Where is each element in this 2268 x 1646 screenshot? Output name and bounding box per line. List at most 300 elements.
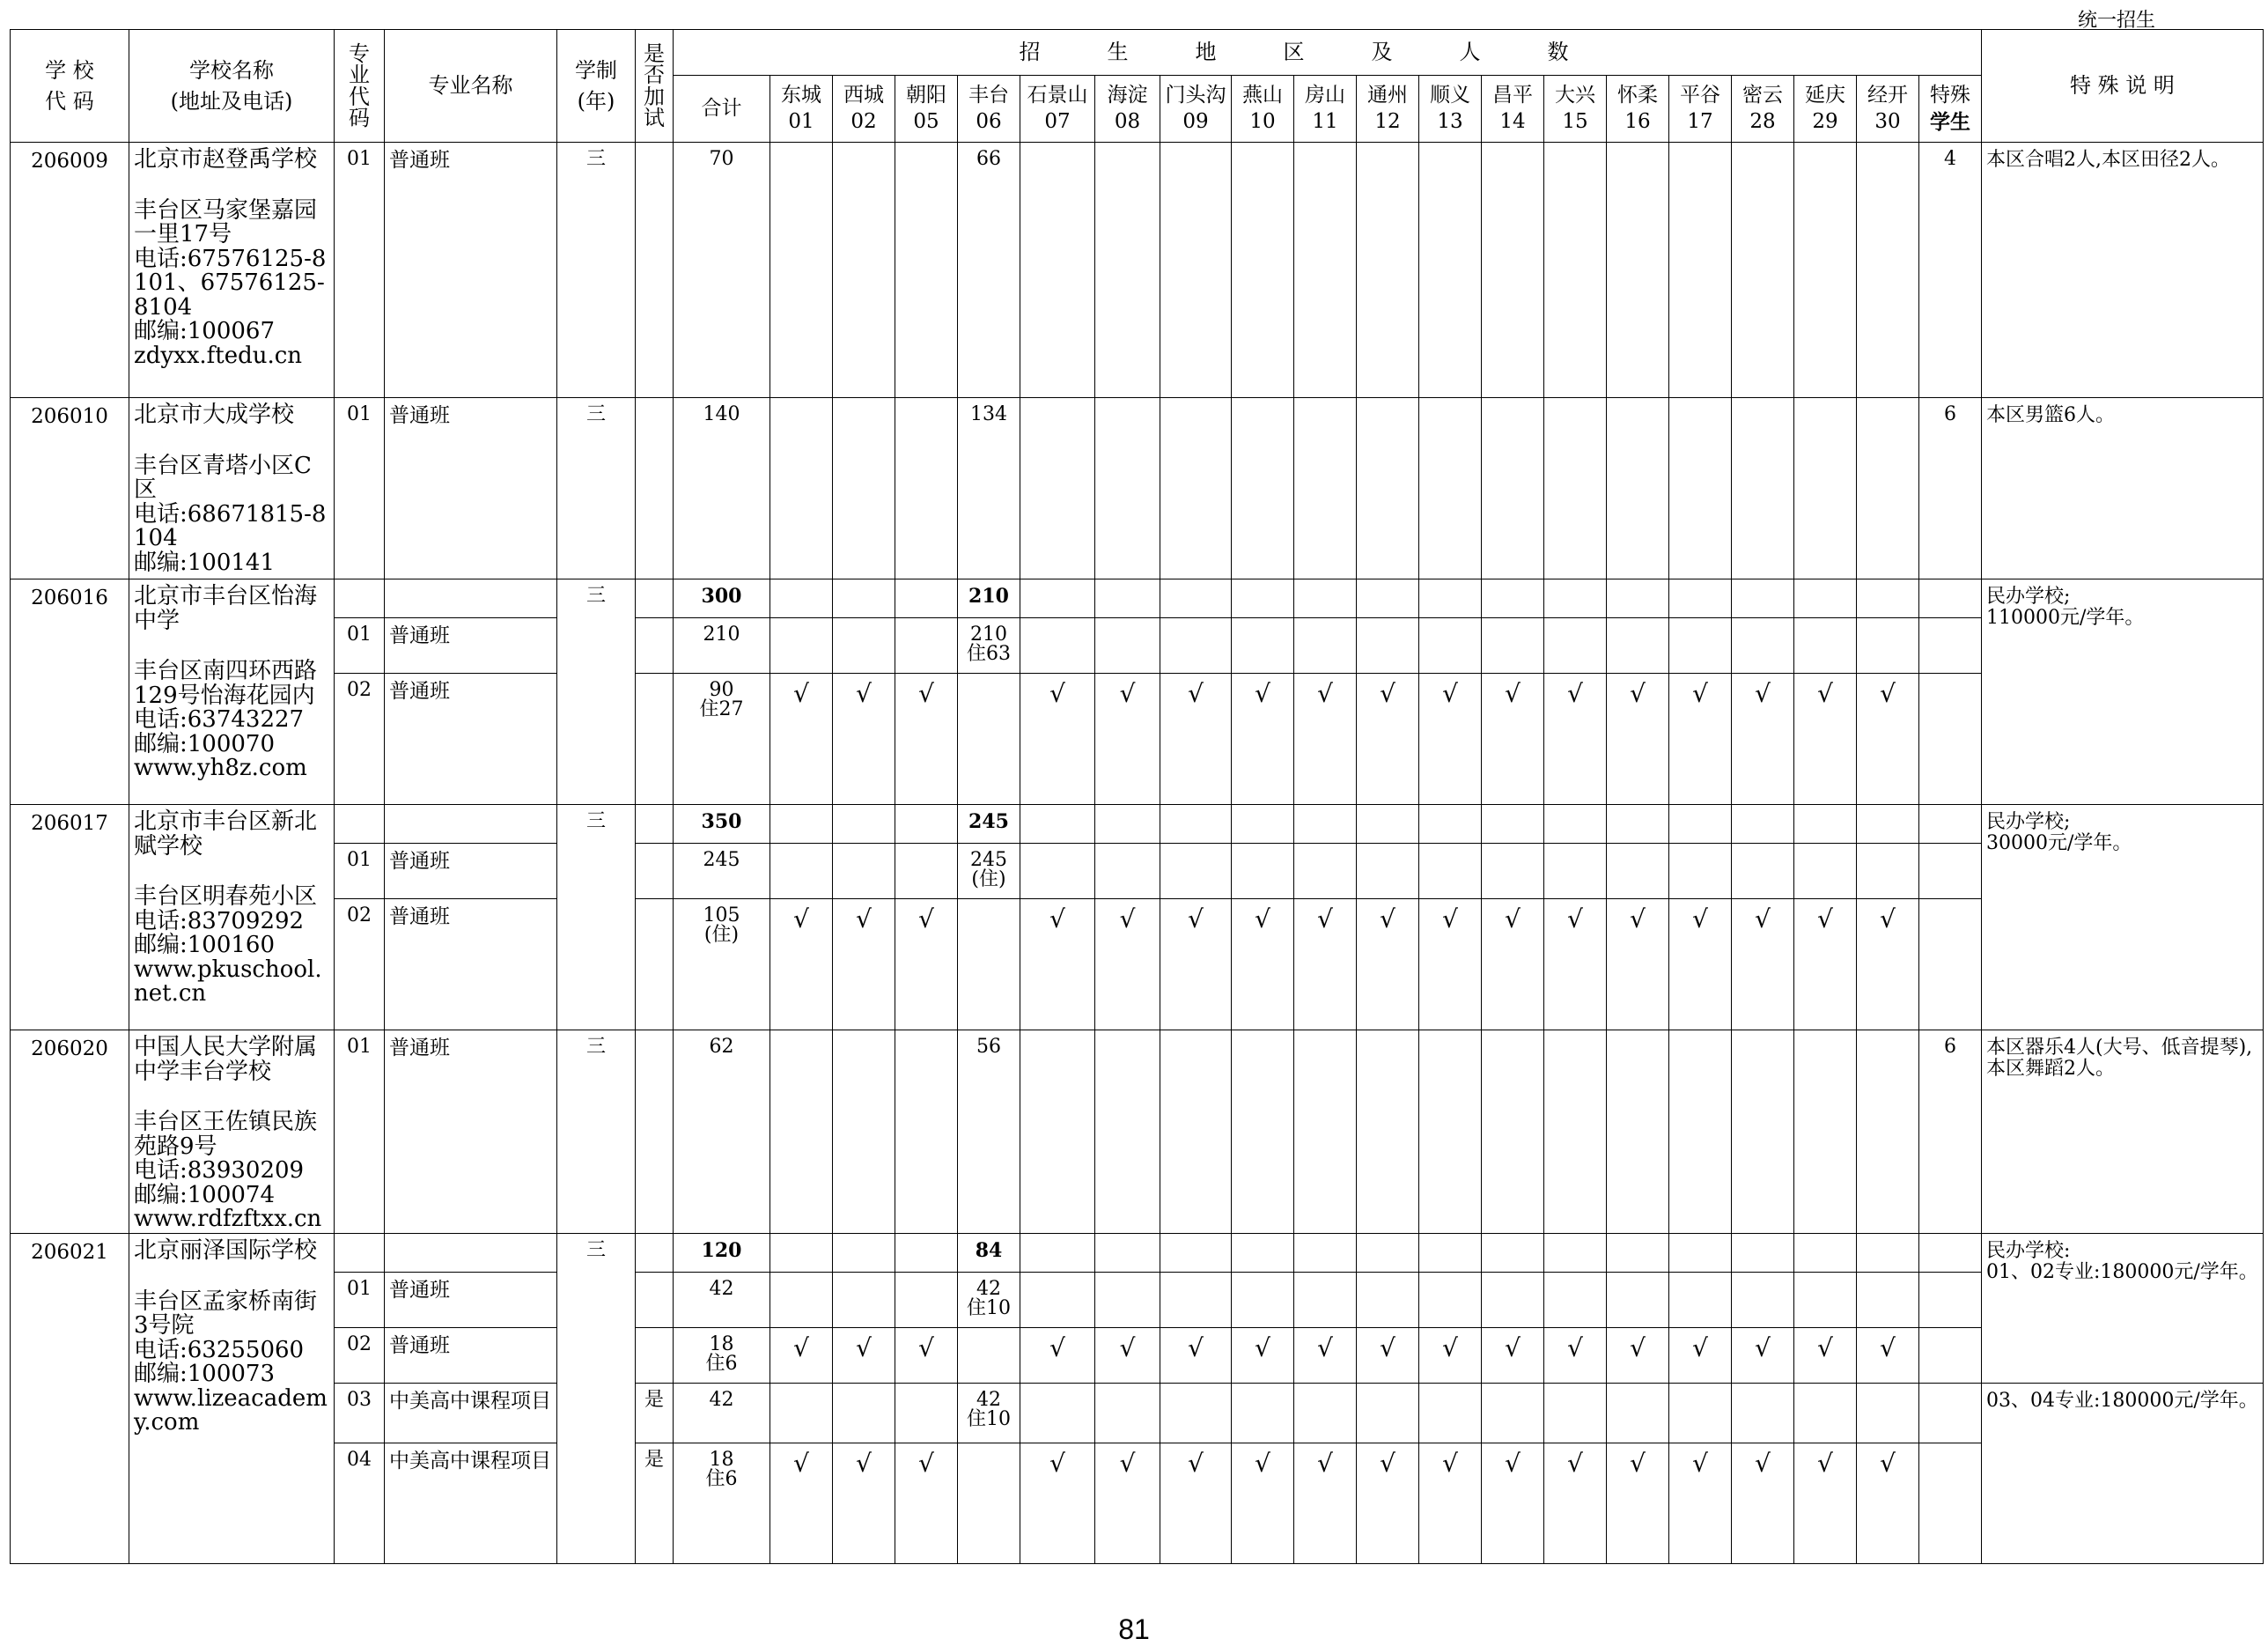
check-mark: √ [1020, 899, 1095, 1030]
special-notes: 民办学校; 110000元/学年。 [1982, 579, 2264, 805]
region-cell [1482, 1030, 1544, 1234]
check-mark: √ [1232, 1328, 1294, 1384]
region-cell [770, 618, 833, 674]
check-mark: √ [1794, 1443, 1857, 1564]
region-cell [1794, 618, 1857, 674]
region-cell [1232, 398, 1294, 579]
total: 70 [674, 143, 770, 398]
region-cell [1095, 1030, 1160, 1234]
school-name: 中国人民大学附属中学丰台学校 [134, 1034, 318, 1085]
region-cell [1544, 1384, 1607, 1443]
exam [636, 1030, 674, 1234]
region-cell [1857, 844, 1919, 899]
region-cell [1669, 1030, 1732, 1234]
table-row [11, 1384, 2264, 1443]
region-cell [1160, 618, 1232, 674]
region-cell [1020, 844, 1095, 899]
region-cell [1020, 805, 1095, 844]
school-address-line: 邮编:100070 [134, 730, 276, 757]
region-cell [1482, 618, 1544, 674]
check-mark: √ [1294, 674, 1357, 805]
region-cell [1160, 805, 1232, 844]
region-cell [1020, 618, 1095, 674]
school-code: 206020 [11, 1030, 129, 1234]
check-mark: √ [1160, 1443, 1232, 1564]
check-mark: √ [895, 899, 958, 1030]
check-mark: √ [1357, 899, 1419, 1030]
school-address-line: 电话:63743227 [134, 706, 305, 734]
region-cell [1419, 398, 1482, 579]
school-code: 206017 [11, 805, 129, 1030]
region-cell [1294, 579, 1357, 618]
region-cell [1357, 844, 1419, 899]
region-cell [1857, 1234, 1919, 1273]
check-mark: √ [1020, 1328, 1095, 1384]
region-cell [1544, 579, 1607, 618]
region-cell [1294, 805, 1357, 844]
region-cell [1732, 1384, 1794, 1443]
region-cell [1294, 1384, 1357, 1443]
major-name: 普通班 [385, 618, 557, 674]
fengtai-count: 42 住10 [958, 1273, 1020, 1328]
special-notes: 本区合唱2人,本区田径2人。 [1982, 143, 2264, 398]
region-cell [895, 579, 958, 618]
check-mark: √ [1482, 1443, 1544, 1564]
admissions-table [10, 29, 2264, 1564]
region-cell [1357, 398, 1419, 579]
region-cell [1607, 844, 1669, 899]
check-mark: √ [1857, 899, 1919, 1030]
region-cell [1232, 1030, 1294, 1234]
school-address-line: 丰台区王佐镇民族苑路9号 [134, 1109, 318, 1160]
table-row [11, 674, 2264, 805]
school-address-line: 丰台区马家堡嘉园一里17号 [134, 196, 318, 248]
check-mark: √ [1232, 674, 1294, 805]
region-cell [1794, 1273, 1857, 1328]
region-cell [895, 1384, 958, 1443]
header-school-name: 学校名称 (地址及电话) [129, 30, 335, 143]
check-mark: √ [1419, 674, 1482, 805]
school-address-line: 电话:83930209 [134, 1157, 305, 1185]
region-cell [833, 844, 895, 899]
exam [636, 674, 674, 805]
region-cell [1732, 143, 1794, 398]
total: 42 [674, 1273, 770, 1328]
region-cell [1732, 398, 1794, 579]
header-region-07: 石景山 07 [1020, 76, 1095, 143]
region-cell [1794, 579, 1857, 618]
region-cell [1857, 398, 1919, 579]
major-name: 普通班 [385, 1030, 557, 1234]
major-code: 01 [335, 398, 385, 579]
school-info [129, 1030, 335, 1234]
region-cell [1294, 1234, 1357, 1273]
major-name: 普通班 [385, 1328, 557, 1384]
check-mark: √ [1294, 1328, 1357, 1384]
header-exam: 是 否 加 试 [636, 30, 674, 143]
region-cell [1669, 579, 1732, 618]
check-mark: √ [1160, 674, 1232, 805]
school-address-line: 邮编:100141 [134, 549, 276, 576]
header-region-30: 经开 30 [1857, 76, 1919, 143]
header-region-28: 密云 28 [1732, 76, 1794, 143]
region-cell [1544, 1030, 1607, 1234]
check-mark: √ [1669, 1443, 1732, 1564]
major-code: 01 [335, 143, 385, 398]
check-mark: √ [1607, 674, 1669, 805]
region-cell [1857, 1030, 1919, 1234]
fengtai-count: 210 住63 [958, 618, 1020, 674]
region-cell [1160, 143, 1232, 398]
school-address-line: www.pkuschool.net.cn [134, 956, 322, 1008]
region-cell [1160, 1384, 1232, 1443]
major-code: 02 [335, 674, 385, 805]
check-mark: √ [1357, 1443, 1419, 1564]
region-cell [1294, 143, 1357, 398]
check-mark: √ [1294, 1443, 1357, 1564]
region-cell [1544, 1234, 1607, 1273]
region-cell [1095, 844, 1160, 899]
special-notes: 民办学校; 30000元/学年。 [1982, 805, 2264, 1030]
check-mark: √ [895, 674, 958, 805]
special-students [1919, 1273, 1982, 1328]
region-cell [1669, 1384, 1732, 1443]
years: 三 [557, 143, 636, 398]
region-cell [1160, 398, 1232, 579]
region-cell [1160, 1273, 1232, 1328]
region-cell [1357, 1234, 1419, 1273]
region-cell [1294, 398, 1357, 579]
years: 三 [557, 398, 636, 579]
total: 90 住27 [674, 674, 770, 805]
region-cell [1095, 1273, 1160, 1328]
table-row [11, 899, 2264, 1030]
region-cell [1294, 1030, 1357, 1234]
major-name: 普通班 [385, 1273, 557, 1328]
table-row [11, 805, 2264, 844]
region-cell [1544, 805, 1607, 844]
region-cell [1020, 1273, 1095, 1328]
region-cell [1419, 579, 1482, 618]
region-cell [833, 1030, 895, 1234]
major-code: 02 [335, 899, 385, 1030]
school-address-line: www.yh8z.com [134, 755, 307, 782]
exam [636, 1273, 674, 1328]
region-cell [1095, 579, 1160, 618]
region-cell [1160, 1234, 1232, 1273]
region-cell [1544, 398, 1607, 579]
check-mark: √ [1160, 1328, 1232, 1384]
exam [636, 844, 674, 899]
region-cell [1419, 1384, 1482, 1443]
region-cell [1482, 579, 1544, 618]
school-address-line: 邮编:100073 [134, 1361, 276, 1388]
fengtai-count: 134 [958, 398, 1020, 579]
header-region-16: 怀柔 16 [1607, 76, 1669, 143]
region-cell [1020, 1384, 1095, 1443]
table-row [11, 143, 2264, 398]
region-cell [770, 398, 833, 579]
region-cell [1732, 618, 1794, 674]
region-cell [833, 1273, 895, 1328]
region-cell [1857, 1384, 1919, 1443]
school-code: 206009 [11, 143, 129, 398]
check-mark: √ [770, 1443, 833, 1564]
region-cell [1482, 398, 1544, 579]
check-mark: √ [1607, 1443, 1669, 1564]
special-students: 6 [1919, 1030, 1982, 1234]
region-cell [1357, 143, 1419, 398]
region-cell [833, 579, 895, 618]
fengtai-count: 245 (住) [958, 844, 1020, 899]
region-cell [1482, 1384, 1544, 1443]
region-cell [1607, 618, 1669, 674]
table-row [11, 1443, 2264, 1564]
region-cell [1020, 579, 1095, 618]
major-name: 普通班 [385, 398, 557, 579]
special-students: 6 [1919, 398, 1982, 579]
check-mark: √ [1232, 1443, 1294, 1564]
region-cell [1095, 1234, 1160, 1273]
region-cell [1419, 844, 1482, 899]
region-cell [1794, 398, 1857, 579]
special-students [1919, 1384, 1982, 1443]
region-cell [1020, 398, 1095, 579]
summary-fengtai: 210 [958, 579, 1020, 618]
region-cell [1794, 1234, 1857, 1273]
check-mark: √ [895, 1328, 958, 1384]
region-cell [1732, 1273, 1794, 1328]
region-cell [1482, 143, 1544, 398]
region-cell [1020, 1234, 1095, 1273]
check-mark: √ [1669, 899, 1732, 1030]
exam [636, 398, 674, 579]
check-mark: √ [1294, 899, 1357, 1030]
region-cell [833, 805, 895, 844]
exam [636, 1328, 674, 1384]
fengtai-count [958, 1328, 1020, 1384]
region-cell [1607, 1234, 1669, 1273]
check-mark: √ [1095, 1328, 1160, 1384]
region-cell [1294, 1273, 1357, 1328]
school-name: 北京丽泽国际学校 [134, 1237, 318, 1264]
check-mark: √ [1544, 899, 1607, 1030]
total: 18 住6 [674, 1328, 770, 1384]
major-code: 01 [335, 1273, 385, 1328]
header-region-学生: 特殊 学生 [1919, 76, 1982, 143]
region-cell [770, 143, 833, 398]
school-address-line: 电话:68671815-8104 [134, 500, 327, 552]
header-region-12: 通州 12 [1357, 76, 1419, 143]
school-address-line: 电话:83709292 [134, 907, 305, 934]
region-cell [1669, 844, 1732, 899]
region-cell [1232, 805, 1294, 844]
summary-fengtai: 84 [958, 1234, 1020, 1273]
region-cell [1232, 579, 1294, 618]
years: 三 [557, 805, 636, 1030]
header-major-code: 专 业 代 码 [335, 30, 385, 143]
region-cell [1544, 1273, 1607, 1328]
check-mark: √ [1419, 899, 1482, 1030]
header-region-29: 延庆 29 [1794, 76, 1857, 143]
region-cell [895, 143, 958, 398]
total: 62 [674, 1030, 770, 1234]
page-number: 81 [1118, 1613, 1150, 1645]
total: 42 [674, 1384, 770, 1443]
region-cell [833, 1234, 895, 1273]
region-cell [895, 1273, 958, 1328]
region-cell [1482, 805, 1544, 844]
header-region-10: 燕山 10 [1232, 76, 1294, 143]
summary-fengtai: 245 [958, 805, 1020, 844]
region-cell [1544, 844, 1607, 899]
region-cell [1020, 143, 1095, 398]
school-address-line: 丰台区孟家桥南街3号院 [134, 1288, 318, 1340]
special-students [1919, 1234, 1982, 1273]
exam [636, 579, 674, 618]
check-mark: √ [1482, 1328, 1544, 1384]
check-mark: √ [833, 1443, 895, 1564]
school-info [129, 805, 335, 1030]
major-code: 01 [335, 618, 385, 674]
total: 245 [674, 844, 770, 899]
region-cell [1607, 1384, 1669, 1443]
school-code: 206016 [11, 579, 129, 805]
school-address-line: 邮编:100067 [134, 318, 276, 345]
header-region-17: 平谷 17 [1669, 76, 1732, 143]
check-mark: √ [1607, 899, 1669, 1030]
region-cell [1607, 579, 1669, 618]
region-cell [1419, 1273, 1482, 1328]
region-cell [1232, 1384, 1294, 1443]
school-address-line: 电话:67576125-8101、67576125-8104 [134, 245, 327, 321]
region-cell [833, 1384, 895, 1443]
header-region-01: 东城 01 [770, 76, 833, 143]
check-mark: √ [1669, 1328, 1732, 1384]
check-mark: √ [895, 1443, 958, 1564]
region-cell [1669, 398, 1732, 579]
region-cell [895, 618, 958, 674]
check-mark: √ [1732, 899, 1794, 1030]
region-cell [1482, 844, 1544, 899]
region-cell [1669, 143, 1732, 398]
region-cell [1857, 1273, 1919, 1328]
special-notes: 本区器乐4人(大号、低音提琴),本区舞蹈2人。 [1982, 1030, 2264, 1234]
special-notes: 03、04专业:180000元/学年。 [1982, 1384, 2264, 1564]
special-notes: 民办学校: 01、02专业:180000元/学年。 [1982, 1234, 2264, 1384]
region-cell [1357, 579, 1419, 618]
check-mark: √ [1160, 899, 1232, 1030]
years: 三 [557, 579, 636, 805]
region-cell [770, 1273, 833, 1328]
header-region-14: 昌平 14 [1482, 76, 1544, 143]
header-region-15: 大兴 15 [1544, 76, 1607, 143]
total: 18 住6 [674, 1443, 770, 1564]
special-students [1919, 844, 1982, 899]
fengtai-count: 66 [958, 143, 1020, 398]
region-cell [1607, 1273, 1669, 1328]
major-name: 普通班 [385, 899, 557, 1030]
major-name: 普通班 [385, 674, 557, 805]
total: 140 [674, 398, 770, 579]
school-info [129, 143, 335, 398]
region-cell [1294, 618, 1357, 674]
region-cell [1232, 1273, 1294, 1328]
check-mark: √ [1357, 1328, 1419, 1384]
region-cell [1232, 1234, 1294, 1273]
corner-label: 统一招生 [2078, 10, 2156, 32]
fengtai-count [958, 1443, 1020, 1564]
fengtai-count: 42 住10 [958, 1384, 1020, 1443]
major-name: 普通班 [385, 844, 557, 899]
region-cell [895, 398, 958, 579]
exam [636, 805, 674, 844]
school-address-line: 邮编:100160 [134, 932, 276, 959]
check-mark: √ [770, 1328, 833, 1384]
summary-total: 350 [674, 805, 770, 844]
region-cell [1669, 805, 1732, 844]
region-cell [895, 1030, 958, 1234]
region-cell [1669, 1273, 1732, 1328]
summary-total: 120 [674, 1234, 770, 1273]
special-notes: 本区男篮6人。 [1982, 398, 2264, 579]
school-info [129, 579, 335, 805]
header-region-13: 顺义 13 [1419, 76, 1482, 143]
region-cell [1232, 618, 1294, 674]
region-cell [1357, 618, 1419, 674]
school-name: 北京市赵登禹学校 [134, 146, 318, 173]
check-mark: √ [1095, 674, 1160, 805]
header-special-notes: 特 殊 说 明 [1982, 30, 2264, 143]
check-mark: √ [1732, 1443, 1794, 1564]
table-row [11, 579, 2264, 618]
header-region-08: 海淀 08 [1095, 76, 1160, 143]
fengtai-count [958, 674, 1020, 805]
region-cell [1095, 398, 1160, 579]
region-cell [1160, 844, 1232, 899]
region-cell [1095, 618, 1160, 674]
special-students: 4 [1919, 143, 1982, 398]
check-mark: √ [1794, 674, 1857, 805]
school-name: 北京市丰台区新北赋学校 [134, 808, 318, 860]
region-cell [1794, 143, 1857, 398]
region-cell [1669, 618, 1732, 674]
header-region-09: 门头沟 09 [1160, 76, 1232, 143]
check-mark: √ [1794, 1328, 1857, 1384]
region-cell [1419, 1234, 1482, 1273]
region-cell [1544, 618, 1607, 674]
major-name [385, 579, 557, 618]
header-row-1 [11, 30, 2264, 76]
check-mark: √ [1607, 1328, 1669, 1384]
major-name: 普通班 [385, 143, 557, 398]
exam: 是 [636, 1384, 674, 1443]
special-students [1919, 618, 1982, 674]
region-cell [1419, 143, 1482, 398]
check-mark: √ [833, 1328, 895, 1384]
fengtai-count [958, 899, 1020, 1030]
check-mark: √ [1669, 674, 1732, 805]
major-code: 01 [335, 1030, 385, 1234]
table-row [11, 1234, 2264, 1273]
exam [636, 899, 674, 1030]
exam: 是 [636, 1443, 674, 1564]
region-cell [1232, 844, 1294, 899]
region-cell [1544, 143, 1607, 398]
table-row [11, 1328, 2264, 1384]
region-cell [1419, 618, 1482, 674]
check-mark: √ [1857, 1328, 1919, 1384]
